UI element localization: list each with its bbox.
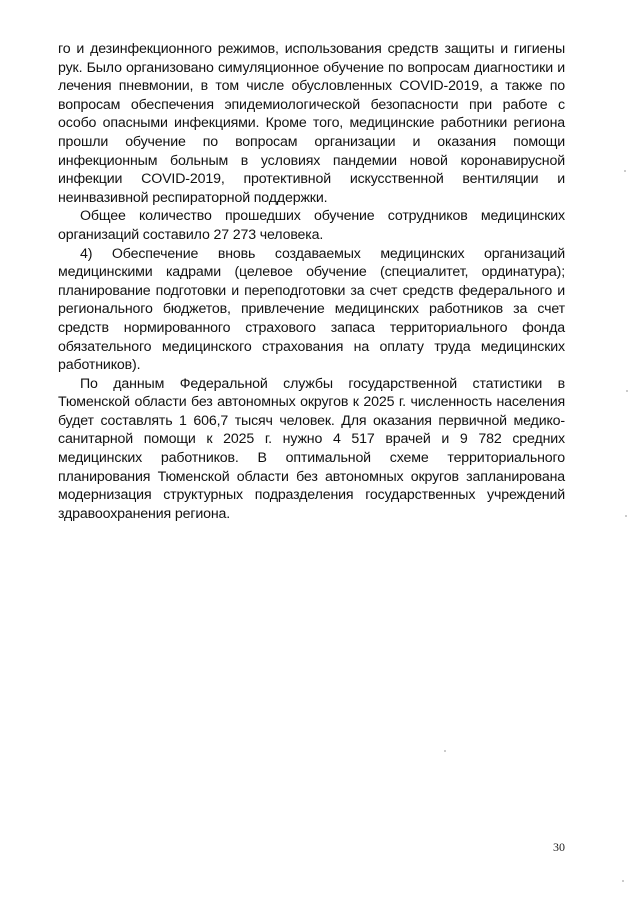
document-body — [58, 40, 565, 523]
paragraph-population-forecast: По данным Федеральной службы государственной статистики в Тюменской области без автономных округов к 2025 г. численность населения будет составлять 1 606,7 тысяч человек. Для оказания первичной медико-санитарной помощи к 2025 г. нужно 4 517 врачей и 9 782 средних медицинских работников. В оптимальной схеме территориального планирования Тюменской области без автономных округов запланирована модернизация структурных подразделения государственных учреждений здравоохранения региона. — [58, 375, 565, 522]
scan-speck — [444, 750, 446, 752]
scan-speck — [626, 390, 628, 392]
scan-speck — [625, 515, 627, 517]
scan-speck — [624, 170, 626, 172]
paragraph-covid-training: го и дезинфекционного режимов, использования средств защиты и гигиены рук. Было организовано симуляционное обучение по вопросам диагностики и лечения пневмонии, в том числе обусловленных COVID-2019, а также по вопросам обеспечения эпидемиологической безопасности при работе с особо опасными инфекциями. Кроме того, медицинские работники региона прошли обучение по вопросам организации и оказания помощи инфекционным больным в условиях пандемии новой коронавирусной инфекции COVID-2019, протективной искусственной вентиляции и неинвазивной респираторной поддержки. — [58, 41, 565, 206]
page-number: 30 — [553, 840, 565, 854]
paragraph-staffing-measures: 4) Обеспечение вновь создаваемых медицинских организаций медицинскими кадрами (целевое обучение (специалитет, ординатура); планирование подготовки и переподготовки за счет средств федерального и регионального бюджетов, привлечение медицинских работников за счет средств нормированного страхового запаса территориального фонда обязательного медицинского страхования на оплату труда медицинских работников). — [58, 245, 565, 374]
paragraph-trained-total: Общее количество прошедших обучение сотрудников медицинских организаций составило 27 273 человека. — [58, 208, 565, 243]
scan-speck — [622, 880, 624, 882]
